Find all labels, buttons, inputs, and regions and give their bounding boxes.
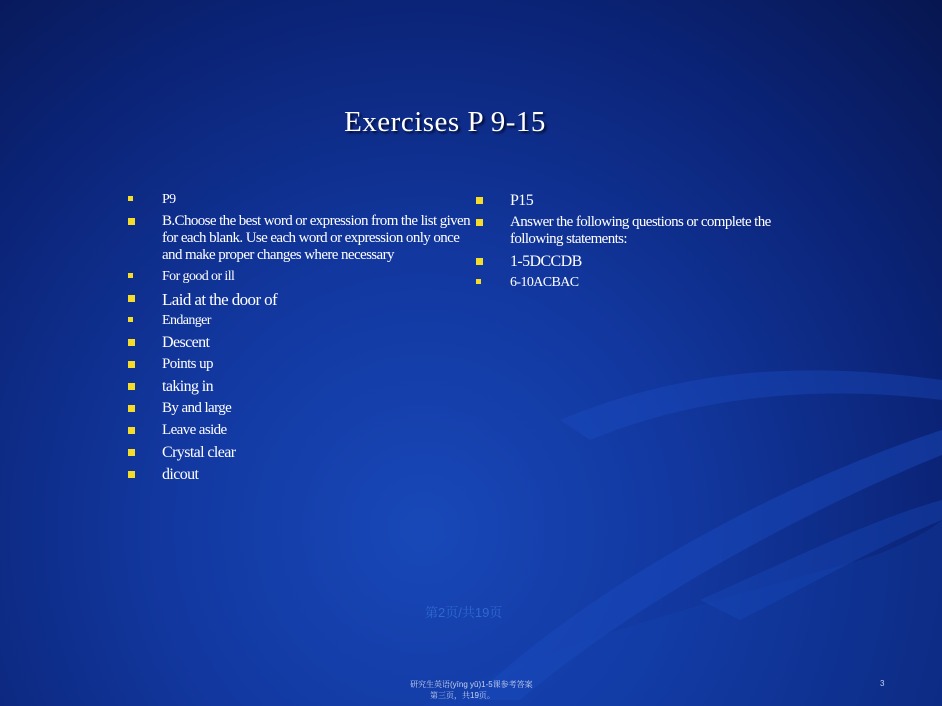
bullet-item [128, 269, 473, 284]
square-bullet-icon [128, 273, 133, 278]
square-bullet-icon [128, 405, 135, 412]
square-bullet-icon [128, 218, 135, 225]
bullet-item [128, 290, 473, 309]
square-bullet-icon [476, 279, 481, 284]
slide-number: 3 [880, 679, 885, 688]
bullet-item [476, 214, 786, 248]
square-bullet-icon [128, 196, 133, 201]
bullet-text: dicout [162, 466, 199, 483]
bullet-item [128, 466, 473, 484]
bullet-text: 6-10ACBAC [510, 275, 579, 290]
footer-page-info: 第三页，共19页。 [430, 691, 495, 700]
square-bullet-icon [476, 197, 483, 204]
bullet-text: By and large [162, 400, 232, 416]
square-bullet-icon [128, 471, 135, 478]
square-bullet-icon [128, 361, 135, 368]
square-bullet-icon [128, 339, 135, 346]
bullet-item [128, 334, 473, 352]
square-bullet-icon [128, 295, 135, 302]
bullet-text: Endanger [162, 313, 211, 328]
bullet-item [128, 400, 473, 417]
bullet-text: Answer the following questions or complete the following statements: [510, 214, 771, 247]
page-indicator-link[interactable]: 第2页/共19页 [425, 605, 503, 620]
bullet-text: Crystal clear [162, 444, 236, 461]
bullet-item [476, 192, 786, 210]
bullet-text: P9 [162, 192, 176, 207]
bullet-item [128, 313, 473, 328]
square-bullet-icon [128, 427, 135, 434]
bullet-item [128, 444, 473, 462]
left-bullet-list [128, 192, 473, 488]
square-bullet-icon [128, 449, 135, 456]
bullet-item [476, 253, 786, 271]
bullet-text: Points up [162, 356, 213, 372]
right-bullet-list [476, 192, 786, 296]
bullet-text: For good or ill [162, 269, 235, 284]
bullet-text: Laid at the door of [162, 290, 278, 309]
slide-title: Exercises P 9-15 [344, 106, 546, 138]
bullet-text: 1-5DCCDB [510, 253, 582, 270]
square-bullet-icon [476, 258, 483, 265]
bullet-text: P15 [510, 192, 534, 209]
bullet-item [128, 356, 473, 373]
bullet-item [128, 378, 473, 396]
bullet-item [476, 275, 786, 290]
bullet-text: Descent [162, 334, 210, 351]
bullet-text: taking in [162, 378, 214, 395]
square-bullet-icon [476, 219, 483, 226]
footer-caption: 研究生英语(yīng yǔ)1-5课参考答案 [410, 680, 533, 689]
bullet-item [128, 213, 473, 264]
bullet-item [128, 422, 473, 439]
bullet-item [128, 192, 473, 207]
square-bullet-icon [128, 383, 135, 390]
square-bullet-icon [128, 317, 133, 322]
bullet-text: B.Choose the best word or expression from the list given for each blank. Use each word or expression only once and make proper changes where necessary [162, 213, 471, 263]
bullet-text: Leave aside [162, 422, 227, 438]
